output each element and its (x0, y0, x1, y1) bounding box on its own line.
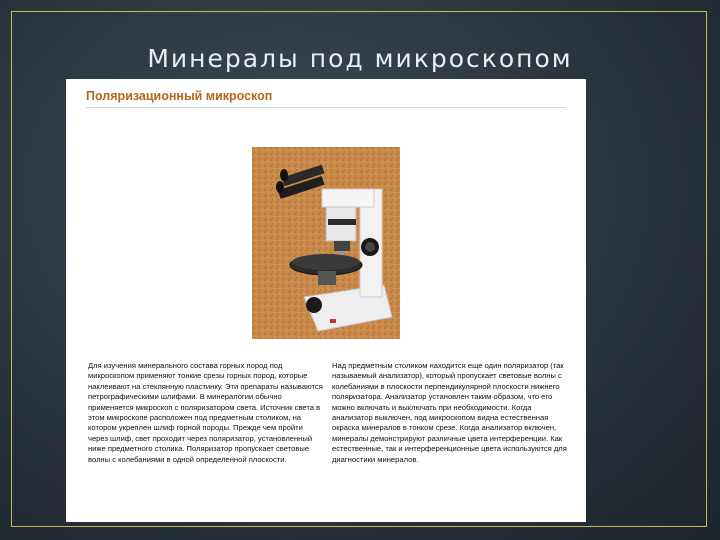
slide-title: Минералы под микроскопом (147, 44, 573, 73)
document-panel (66, 79, 586, 522)
text-column-left: Для изучения минерального состава горных пород под микроскопом применяют тонкие срезы горных пород, которые наклеивают на стеклянную пластинку. Эти препараты называются петрографическими шлифами. В минералогии обычно применяется микроскоп с поляризатором света. Источник света в этом микроскопе расположен под предметным столиком, на котором укреплен шлиф горной породы. Прежде чем пройти через шлиф, свет проходит через поляризатор, установленный ниже предметного столика. Поляризатор пропускает световые волны с колебаниями в одной определенной плоскости. (88, 361, 323, 464)
text-column-right: Над предметным столиком находится еще один поляризатор (так называемый анализатор), который пропускает световые волны с колебаниями в плоскости перпендикулярной плоскости нижнего поляризатора. Анализатор установлен таким образом, что его можно включать и выключать при необходимости. Когда анализатор выключен, под микроскопом видна естественная окраска минералов в тонком срезе. Когда анализатор включен, минералы демонстрируют различные цвета интерференции. Как естественные, так и интерференционные цвета используются для диагностики минералов. (332, 361, 567, 464)
heading-divider (86, 107, 566, 108)
microscope-illustration (252, 147, 400, 339)
microscope-photo (252, 147, 400, 339)
document-heading: Поляризационный микроскоп (86, 89, 273, 103)
